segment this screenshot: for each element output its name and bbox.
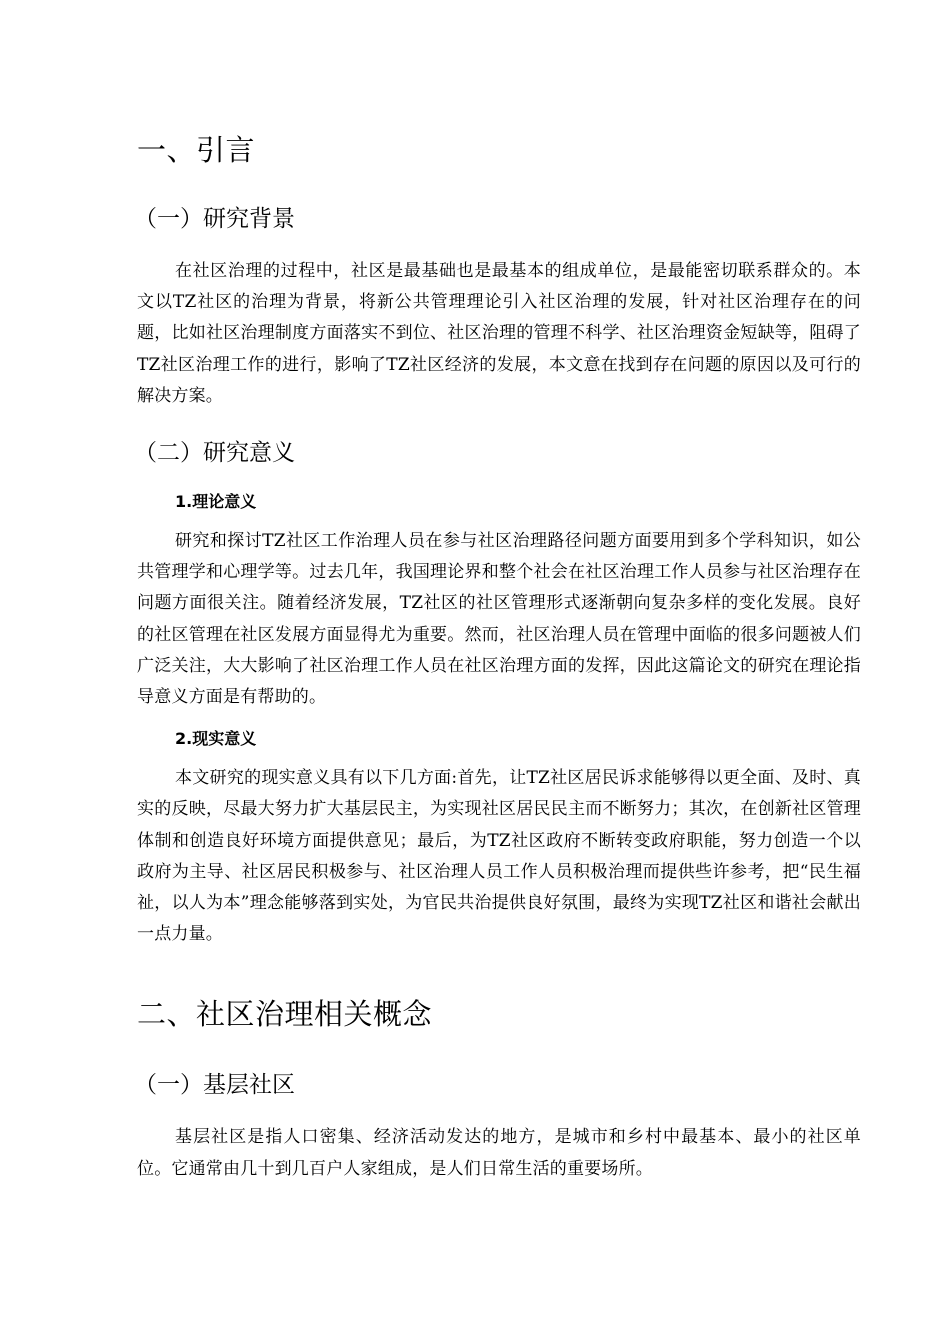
paragraph-theoretical-significance: 研究和探讨TZ社区工作治理人员在参与社区治理路径问题方面要用到多个学科知识，如公共管理学和心理学等。过去几年，我国理论界和整个社会在社区治理工作人员参与社区治理存在问题方面很关注。随着经济发展，TZ社区的社区管理形式逐渐朝向复杂多样的变化发展。良好的社区管理在社区发展方面显得尤为重要。然而，社区治理人员在管理中面临的很多问题被人们广泛关注，大大影响了社区治理工作人员在社区治理方面的发挥，因此这篇论文的研究在理论指导意义方面是有帮助的。 <box>137 531 861 708</box>
section-title-grassroots-community: （一）基层社区 <box>134 1072 295 1099</box>
chapter-title-introduction: 一、引言 <box>137 133 256 167</box>
subsection-title-theoretical-significance: 1.理论意义 <box>175 492 257 512</box>
subsection-title-practical-significance: 2.现实意义 <box>175 729 257 749</box>
section-title-research-significance: （二）研究意义 <box>134 440 295 467</box>
document-page <box>134 128 861 1185</box>
paragraph-grassroots-community: 基层社区是指人口密集、经济活动发达的地方，是城市和乡村中最基本、最小的社区单位。它通常由几十到几百户人家组成，是人们日常生活的重要场所。 <box>137 1127 861 1179</box>
paragraph-research-background: 在社区治理的过程中，社区是最基础也是最基本的组成单位，是最能密切联系群众的。本文以TZ社区的治理为背景，将新公共管理理论引入社区治理的发展，针对社区治理存在的问题，比如社区治理制度方面落实不到位、社区治理的管理不科学、社区治理资金短缺等，阻碍了TZ社区治理工作的进行，影响了TZ社区经济的发展，本文意在找到存在问题的原因以及可行的解决方案。 <box>137 261 861 406</box>
paragraph-practical-significance: 本文研究的现实意义具有以下几方面:首先，让TZ社区居民诉求能够得以更全面、及时、真实的反映，尽最大努力扩大基层民主，为实现社区居民民主而不断努力；其次，在创新社区管理体制和创造良好环境方面提供意见；最后，为TZ社区政府不断转变政府职能，努力创造一个以政府为主导、社区居民积极参与、社区治理人员工作人员积极治理而提供些许参考，把“民生福祉，以人为本”理念能够落到实处，为官民共治提供良好氛围，最终为实现TZ社区和谐社会献出一点力量。 <box>137 768 861 945</box>
section-title-research-background: （一）研究背景 <box>134 206 295 232</box>
chapter-title-community-governance-concepts: 二、社区治理相关概念 <box>137 997 433 1032</box>
